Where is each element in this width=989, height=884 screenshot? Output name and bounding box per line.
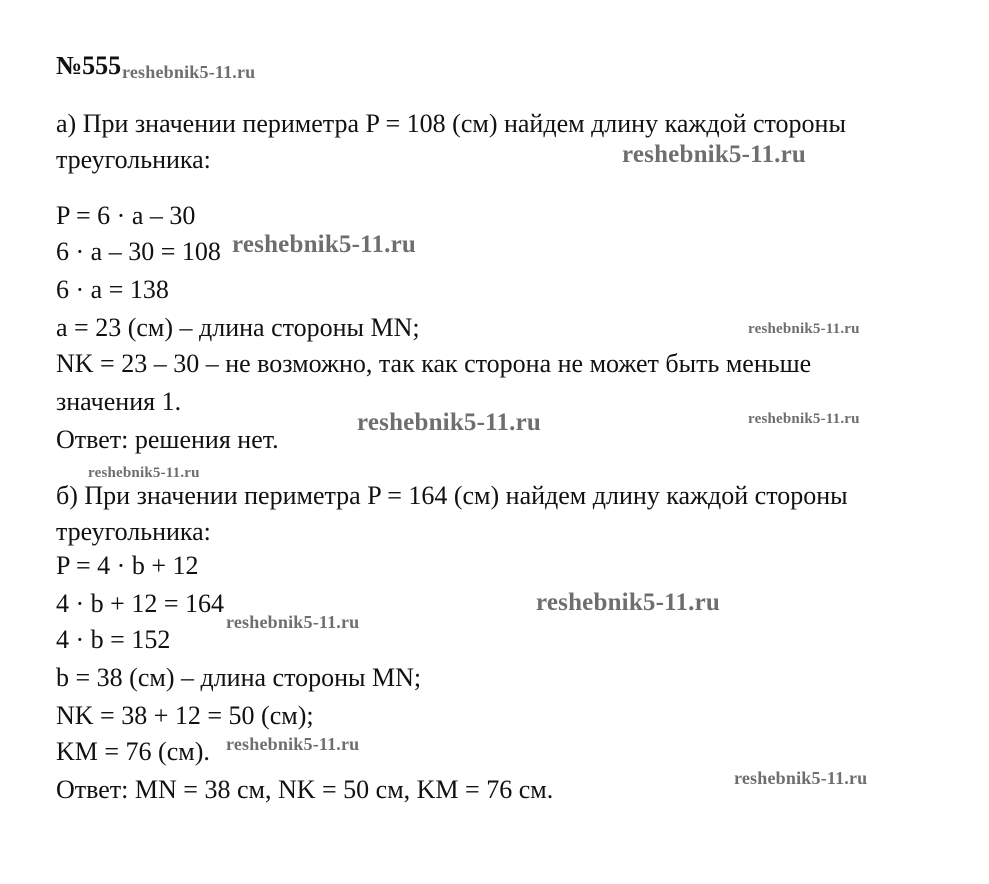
part-a-line-1: а) При значении периметра P = 108 (см) найдем длину каждой стороны — [56, 109, 846, 138]
part-a-line-3: P = 6 · a – 30 — [56, 201, 196, 230]
part-a-line-9: Ответ: решения нет. — [56, 425, 279, 454]
watermark-8: reshebnik5-11.ru — [226, 612, 360, 632]
part-a-line-6: a = 23 (см) – длина стороны MN; — [56, 313, 420, 342]
part-a-line-7: NK = 23 – 30 – не возможно, так как сторона не может быть меньше — [56, 349, 812, 378]
part-b-line-6: b = 38 (см) – длина стороны MN; — [56, 663, 422, 692]
watermark-4: reshebnik5-11.ru — [748, 411, 860, 427]
watermark-5: reshebnik5-11.ru — [357, 409, 542, 436]
part-b-line-5: 4 · b = 152 — [56, 625, 171, 654]
part-a-line-4: 6 · a – 30 = 108 — [56, 237, 221, 266]
watermark-9: reshebnik5-11.ru — [226, 734, 360, 754]
part-a-line-5: 6 · a = 138 — [56, 275, 169, 304]
watermark-3: reshebnik5-11.ru — [748, 321, 860, 337]
problem-number: №555 — [56, 51, 122, 80]
part-b-line-4: 4 · b + 12 = 164 — [56, 589, 224, 618]
part-a-line-2: треугольника: — [56, 145, 211, 174]
part-b-line-8: KM = 76 (см). — [56, 737, 210, 766]
part-b-line-1: б) При значении периметра P = 164 (см) найдем длину каждой стороны — [56, 481, 848, 510]
part-b-line-7: NK = 38 + 12 = 50 (см); — [56, 701, 314, 730]
part-b-line-9: Ответ: MN = 38 см, NK = 50 см, KM = 76 см. — [56, 775, 554, 804]
watermark-2: reshebnik5-11.ru — [232, 231, 417, 258]
watermark-10: reshebnik5-11.ru — [734, 768, 868, 788]
watermark-1: reshebnik5-11.ru — [622, 141, 807, 168]
watermark-title: reshebnik5-11.ru — [122, 62, 256, 82]
watermark-7: reshebnik5-11.ru — [536, 589, 721, 616]
part-b-line-3: P = 4 · b + 12 — [56, 551, 199, 580]
part-a-line-8: значения 1. — [56, 387, 182, 416]
part-b-line-2: треугольника: — [56, 517, 211, 546]
watermark-6: reshebnik5-11.ru — [88, 465, 200, 481]
